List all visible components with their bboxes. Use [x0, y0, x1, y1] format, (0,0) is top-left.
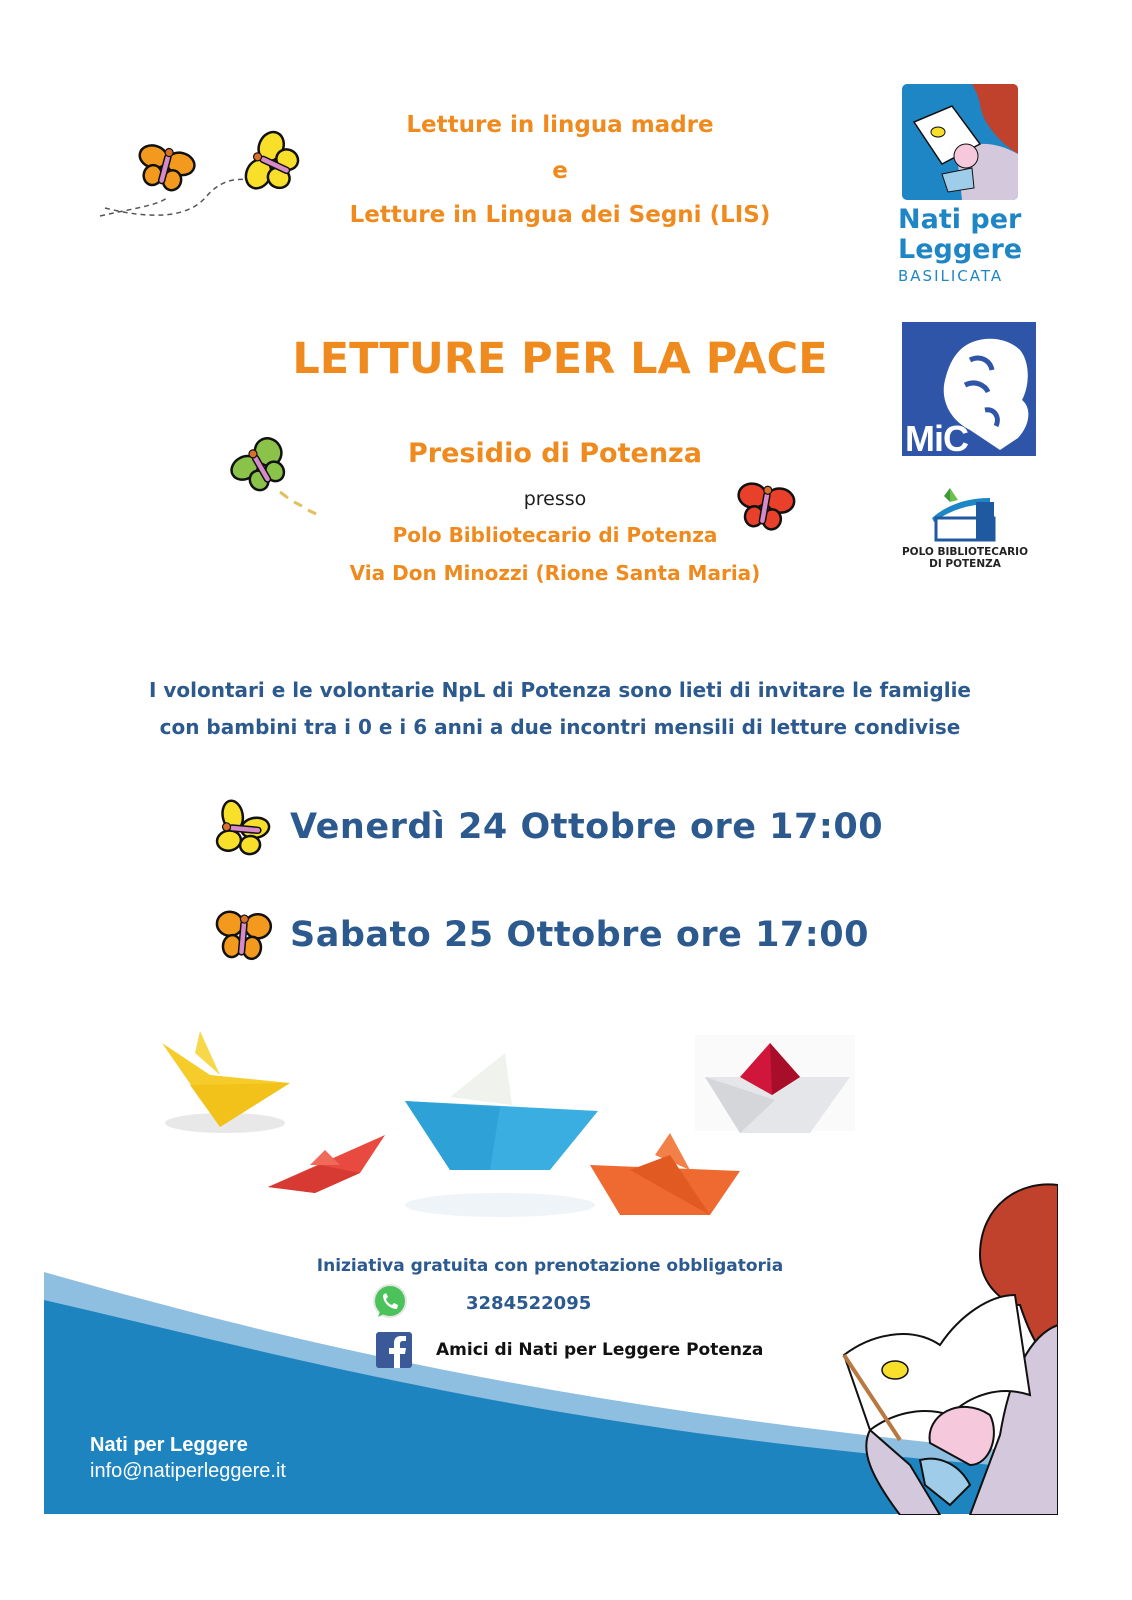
- mic-logo-text: MiC: [905, 418, 968, 459]
- invitation-line1: I volontari e le volontarie NpL di Potenza sono lieti di invitare le famiglie: [148, 678, 971, 702]
- date-row-2: [210, 900, 910, 970]
- polo-logo-line1: POLO BIBLIOTECARIO: [901, 546, 1029, 558]
- intro-conjunction: e: [552, 158, 568, 184]
- venue-address: Via Don Minozzi (Rione Santa Maria): [349, 561, 761, 585]
- green-butterfly-icon: [222, 432, 322, 522]
- facebook-page-name[interactable]: Amici di Nati per Leggere Potenza: [436, 1340, 764, 1360]
- facebook-icon[interactable]: [376, 1332, 412, 1368]
- mother-child-reading-illustration: [830, 1175, 1058, 1515]
- invitation-line2: con bambini tra i 0 e i 6 anni a due incontri mensili di letture condivise: [159, 715, 961, 739]
- paper-boats-illustration: [150, 1025, 870, 1225]
- footer-email[interactable]: info@natiperleggere.it: [90, 1460, 286, 1482]
- footer-org-name: Nati per Leggere: [90, 1434, 248, 1456]
- npl-logo-line2: Leggere: [898, 234, 1023, 265]
- npl-logo-illustration: [902, 84, 1018, 200]
- butterflies-decoration: [95, 128, 310, 223]
- venue-name: Polo Bibliotecario di Potenza: [392, 523, 718, 547]
- booking-note: Iniziativa gratuita con prenotazione obbligatoria: [316, 1256, 784, 1276]
- whatsapp-contact: [370, 1283, 591, 1323]
- date-row-1: [210, 792, 910, 862]
- polo-bibliotecario-logo-text: [895, 546, 1035, 570]
- date-label-2: Sabato 25 Ottobre ore 17:00: [290, 915, 869, 955]
- npl-logo-region: BASILICATA: [898, 267, 1004, 285]
- polo-logo-line2: DI POTENZA: [929, 558, 1001, 570]
- orange-butterfly-icon: [210, 902, 276, 968]
- polo-bibliotecario-logo-icon: [928, 488, 1000, 544]
- npl-logo-line1: Nati per: [898, 204, 1022, 235]
- facebook-contact: [376, 1330, 763, 1370]
- npl-logo-text: [898, 205, 1028, 285]
- whatsapp-icon[interactable]: [370, 1283, 410, 1323]
- yellow-butterfly-icon: [210, 794, 276, 860]
- presidio-label: Presidio di Potenza: [408, 438, 702, 469]
- whatsapp-number[interactable]: 3284522095: [466, 1292, 592, 1314]
- presso-label: presso: [523, 488, 587, 510]
- intro-line-sign-language: Letture in Lingua dei Segni (LIS): [349, 202, 771, 228]
- date-label-1: Venerdì 24 Ottobre ore 17:00: [290, 807, 884, 847]
- intro-line-mother-tongue: Letture in lingua madre: [406, 112, 714, 138]
- event-title: LETTURE PER LA PACE: [292, 334, 828, 384]
